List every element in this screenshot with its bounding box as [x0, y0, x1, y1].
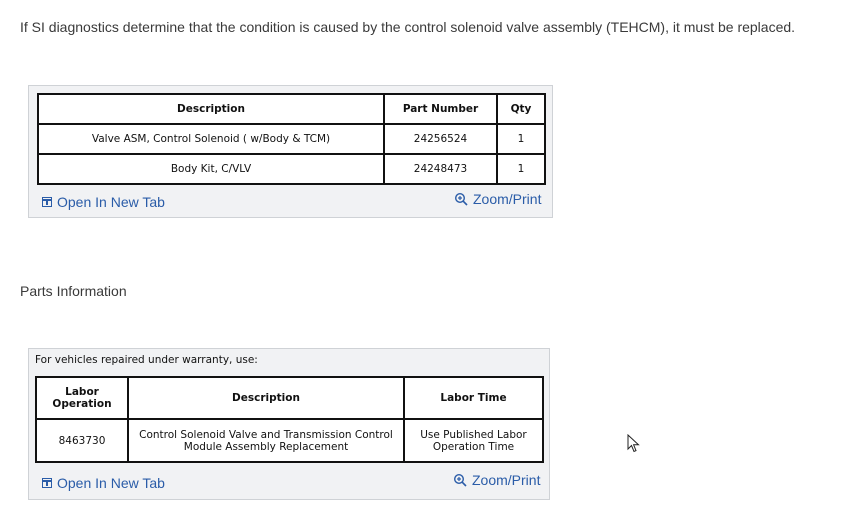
header-part-number: Part Number [384, 94, 497, 124]
table-header-row [38, 94, 545, 124]
open-in-new-tab-label: Open In New Tab [57, 194, 165, 210]
warranty-note: For vehicles repaired under warranty, use: [35, 354, 258, 366]
labor-table-panel [28, 348, 550, 500]
open-in-new-tab-link[interactable] [42, 194, 165, 210]
zoom-print-label: Zoom/Print [472, 472, 541, 488]
parts-table [37, 93, 546, 185]
labor-table [35, 376, 544, 463]
cell-description: Body Kit, C/VLV [38, 154, 384, 184]
mouse-pointer-icon [627, 434, 641, 454]
intro-text: If SI diagnostics determine that the condition is caused by the control solenoid valve assembly (TEHCM), it must be replaced. [20, 19, 796, 35]
table-header-row [36, 377, 543, 419]
table-row [38, 124, 545, 154]
section-title-parts-information: Parts Information [20, 283, 127, 299]
zoom-print-label: Zoom/Print [473, 191, 542, 207]
cell-qty: 1 [497, 154, 545, 184]
cell-qty: 1 [497, 124, 545, 154]
table-row [38, 154, 545, 184]
zoom-print-link[interactable] [454, 191, 541, 207]
header-description: Description [38, 94, 384, 124]
cell-part-number: 24248473 [384, 154, 497, 184]
cell-part-number: 24256524 [384, 124, 497, 154]
parts-table-panel [28, 85, 553, 218]
open-in-new-tab-icon [42, 197, 52, 207]
cell-labor-time: Use Published Labor Operation Time [404, 419, 543, 462]
header-description: Description [128, 377, 404, 419]
header-labor-time: Labor Time [404, 377, 543, 419]
zoom-magnifier-icon [453, 473, 467, 487]
cell-labor-operation: 8463730 [36, 419, 128, 462]
open-in-new-tab-link[interactable] [42, 475, 165, 491]
open-in-new-tab-icon [42, 478, 52, 488]
cell-description: Valve ASM, Control Solenoid ( w/Body & TCM) [38, 124, 384, 154]
table-row [36, 419, 543, 462]
zoom-magnifier-icon [454, 192, 468, 206]
header-qty: Qty [497, 94, 545, 124]
cell-description: Control Solenoid Valve and Transmission Control Module Assembly Replacement [128, 419, 404, 462]
header-labor-operation: Labor Operation [36, 377, 128, 419]
open-in-new-tab-label: Open In New Tab [57, 475, 165, 491]
zoom-print-link[interactable] [453, 472, 540, 488]
